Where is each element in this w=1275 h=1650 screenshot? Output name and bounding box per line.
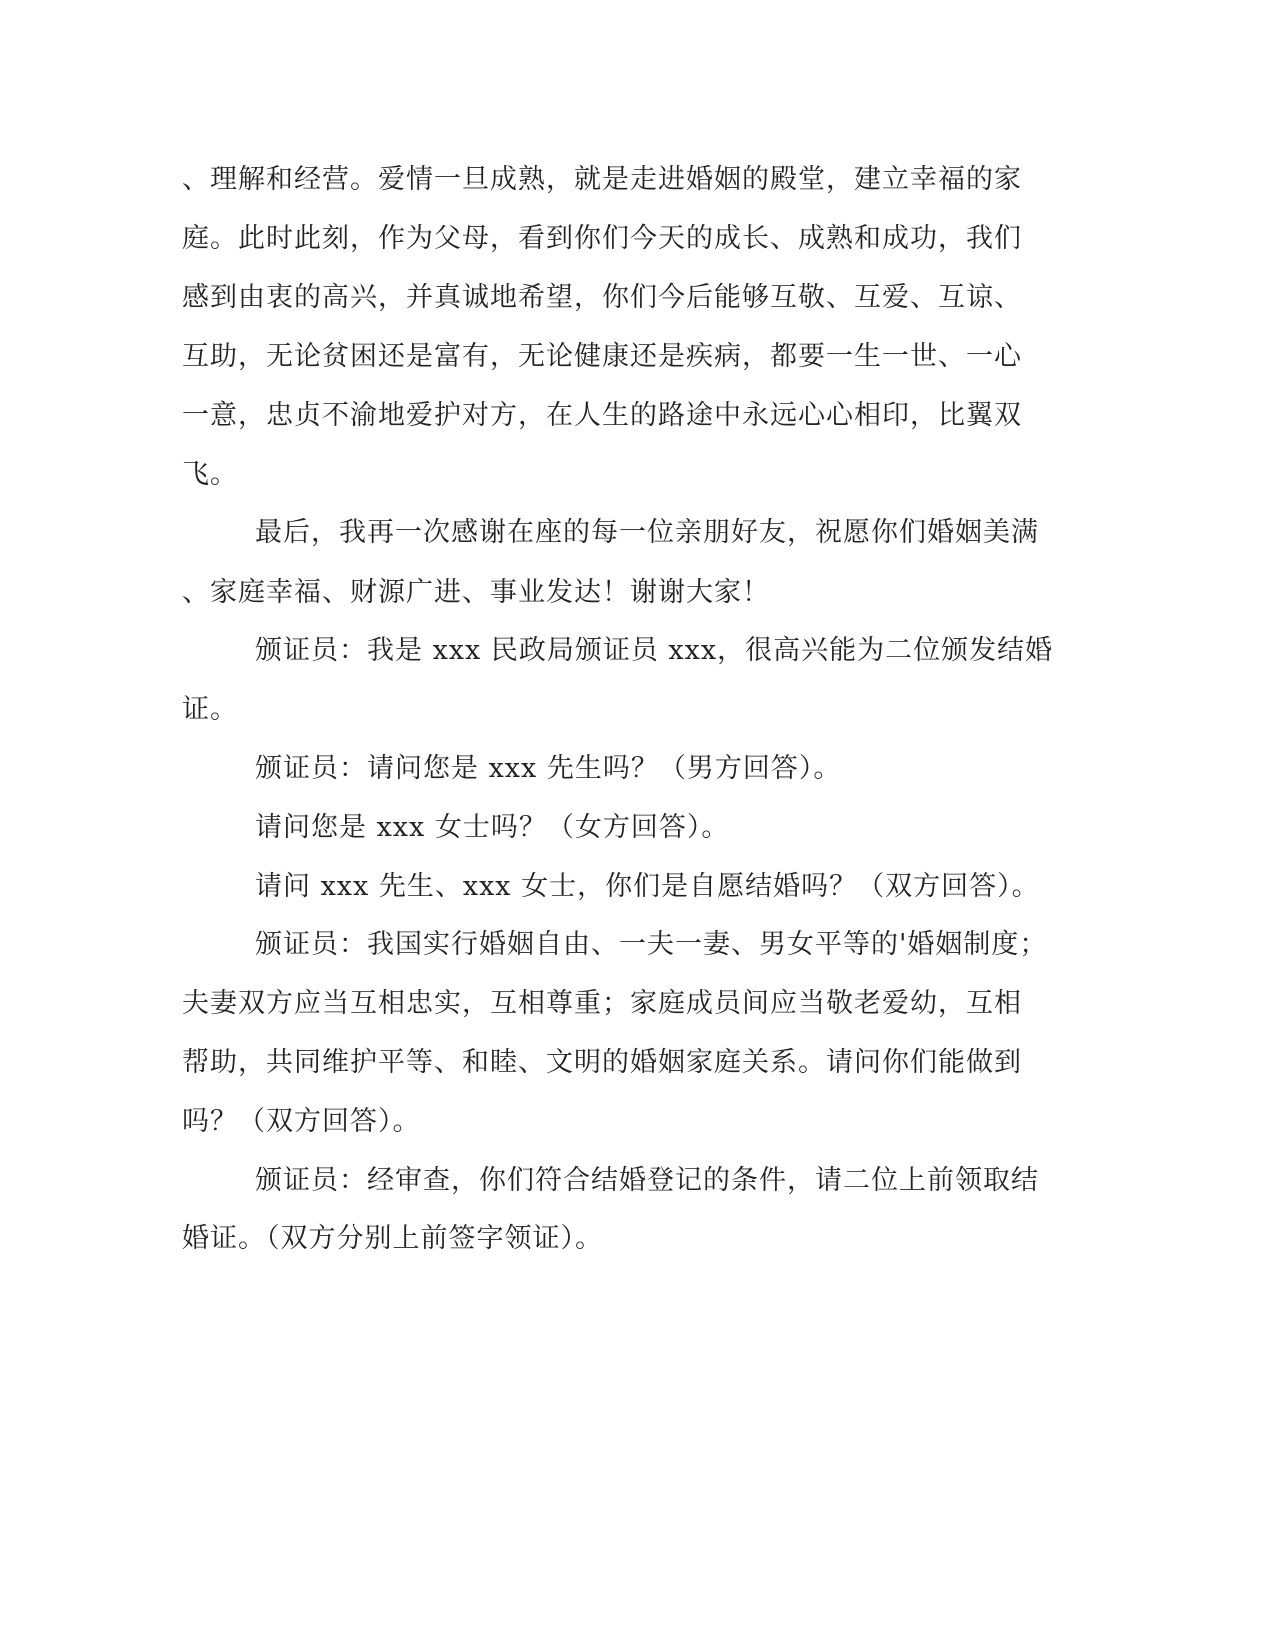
paragraph-start: 颁证员：我国实行婚姻自由、一夫一妻、男女平等的'婚姻制度； (255, 929, 1048, 960)
text-line: 庭。此时此刻，作为父母，看到你们今天的成长、成熟和成功，我们 (182, 223, 1022, 254)
text-line: 、理解和经营。爱情一旦成熟，就是走进婚姻的殿堂，建立幸福的家 (182, 164, 1022, 195)
text-line: 飞。 (182, 459, 238, 490)
paragraph-start: 最后，我再一次感谢在座的每一位亲朋好友，祝愿你们婚姻美满 (255, 517, 1039, 548)
text-line: 吗？（双方回答）。 (182, 1106, 421, 1137)
text-line: 证。 (182, 694, 238, 725)
paragraph-start: 颁证员：我是 xxx 民政局颁证员 xxx，很高兴能为二位颁发结婚 (255, 635, 1054, 666)
paragraph-start: 颁证员：经审查，你们符合结婚登记的条件，请二位上前领取结 (255, 1165, 1039, 1196)
text-line: 夫妻双方应当互相忠实，互相尊重；家庭成员间应当敬老爱幼，互相 (182, 988, 1022, 1019)
text-line: 婚证。（双方分别上前签字领证）。 (182, 1223, 603, 1254)
paragraph-start: 请问 xxx 先生、xxx 女士，你们是自愿结婚吗？（双方回答）。 (255, 871, 1040, 902)
text-line: 一意，忠贞不渝地爱护对方，在人生的路途中永远心心相印，比翼双 (182, 400, 1022, 431)
text-line: 互助，无论贫困还是富有，无论健康还是疾病，都要一生一世、一心 (182, 341, 1022, 372)
paragraph-start: 请问您是 xxx 女士吗？（女方回答）。 (255, 812, 730, 843)
text-line: 、家庭幸福、财源广进、事业发达！谢谢大家！ (182, 577, 770, 608)
paragraph-start: 颁证员：请问您是 xxx 先生吗？（男方回答）。 (255, 753, 842, 784)
text-line: 感到由衷的高兴，并真诚地希望，你们今后能够互敬、互爱、互谅、 (182, 282, 1022, 313)
text-line: 帮助，共同维护平等、和睦、文明的婚姻家庭关系。请问你们能做到 (182, 1047, 1022, 1078)
